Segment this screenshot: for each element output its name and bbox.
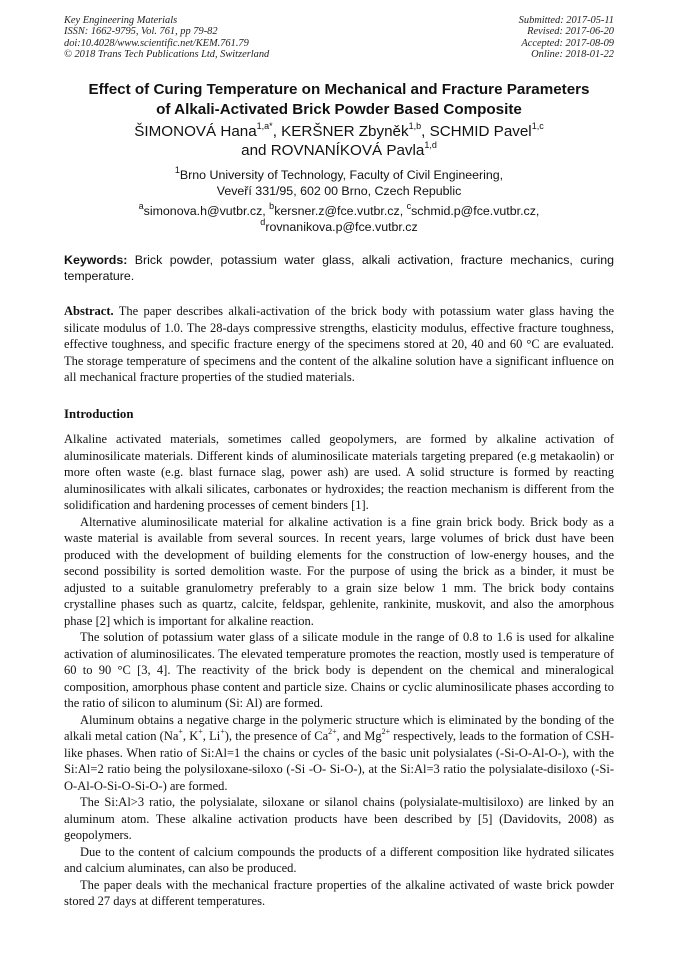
journal-doi: doi:10.4028/www.scientific.net/KEM.761.79	[64, 37, 249, 49]
date-online: Online: 2018-01-22	[531, 49, 614, 61]
author-conjunction: and	[241, 142, 271, 159]
affiliation-line-1: Brno University of Technology, Faculty of Civil Engineering,	[179, 168, 504, 182]
text-run: , Li	[202, 729, 221, 743]
superscript: +	[178, 726, 183, 736]
author-name: SCHMID Pavel	[429, 123, 532, 140]
paragraph: The paper deals with the mechanical fracture properties of the alkaline activated of waste brick powder stored 27 days at different temperatures.	[64, 877, 614, 908]
title-line-1: Effect of Curing Temperature on Mechanical and Fracture Parameters	[88, 81, 590, 98]
paragraph: The Si:Al>3 ratio, the polysialate, siloxane or silanol chains (polysialate-multisiloxo) are linked by an aluminum atom. These alkaline activation products have been described by [5] (Davidovits, 2008) as geopolymers.	[64, 795, 614, 842]
email-link[interactable]: schmid.p@fce.vutbr.cz	[411, 204, 536, 218]
affiliation-sup: 1	[174, 164, 180, 175]
paragraph: Alkaline activated materials, sometimes called geopolymers, are formed by alkaline activation of aluminosilicate materials. Different kinds of aluminosilicate materials targeting prepared (e.g metakaolin) or more often waste (e.g. blast furnace slag, power ash) are used. A solid structure is formed by reacting aluminosilicates with alkali silicates, carbonates or hydroxides; the reaction mechanism is different from the solidification and hardening processes of cement binders [1].	[64, 432, 614, 512]
paragraph	[64, 712, 614, 795]
section-heading-introduction: Introduction	[64, 407, 134, 421]
email-sup: a	[138, 200, 144, 211]
text-run: Aluminum obtains a negative charge in the polymeric structure which is eliminated by the bonding of the alkali metal cation (Na	[64, 712, 614, 743]
keywords	[64, 253, 614, 284]
email-sup: d	[260, 216, 266, 227]
keywords-text: Brick powder, potassium water glass, alkali activation, fracture mechanics, curing temperature.	[64, 253, 614, 283]
journal-copyright: © 2018 Trans Tech Publications Ltd, Switzerland	[64, 49, 270, 61]
author-name: ŠIMONOVÁ Hana	[134, 123, 257, 140]
affiliation-line-2: Veveří 331/95, 602 00 Brno, Czech Republic	[216, 184, 462, 198]
journal-info	[64, 15, 269, 61]
text-run: , K	[182, 729, 199, 743]
paragraph: The solution of potassium water glass of a silicate module in the range of 0.8 to 1.6 is used for alkaline activation of aluminosilicates. The elevated temperature promotes the reaction, mostly used is temperature of 60 to 90 °C [3, 4]. The reactivity of the brick body is dependent on the chemical and mineralogical composition, amorphous phase content and particle size. Chains or cyclic aluminosilicate phases according to the ratio of silicon to aluminum (Si: Al) are formed.	[64, 630, 614, 710]
date-submitted: Submitted: 2017-05-11	[518, 15, 614, 26]
introduction-body	[64, 431, 614, 910]
abstract-text: The paper describes alkali-activation of the brick body with potassium water glass having the silicate modulus of 1.0. The 28-days compressive strengths, elasticity modulus, effective fracture toughness, effective toughness, and specific fracture energy of the specimens stored at 20, 40 and 60 °C are evaluated. The storage temperature of specimens and the content of the alkaline solution have a significant influence on all mechanical fracture properties of the studied materials.	[64, 304, 614, 384]
author-list: ŠIMONOVÁ Hana$^{1,a*}$, KERŠNER Zbyněk$^{1,b}$, SCHMID Pavel$^{1,c}$ and ROVNANÍKOVÁ Pavla$^{1,d}$	[134, 120, 544, 159]
superscript: +	[198, 726, 203, 736]
journal-issn: ISSN: 1662-9795, Vol. 761, pp 79-82	[64, 26, 218, 38]
email-link[interactable]: rovnanikova.p@fce.vutbr.cz	[265, 220, 418, 234]
author-affil-sup: 1,b	[408, 120, 422, 131]
paragraph: Alternative aluminosilicate material for alkaline activation is a fine grain brick body. Brick body as a waste material is available from several sources. In recent years, large volumes of brick dust have been produced with the development of building elements for the construction of low-energy houses, and the second possibility is sorted demolition waste. For the purpose of using the brick as a binder, it must be adjusted to a suitable granulometry preferably to a grain size below 1 mm. The brick body contains crystalline phases such as quartz, calcite, feldspar, gehlenite, rankinite, muskovit, and also the amorphous phase [2] which is important for alkaline reaction.	[64, 514, 614, 628]
date-revised: Revised: 2017-06-20	[527, 26, 614, 38]
author-name: KERŠNER Zbyněk	[281, 123, 409, 140]
superscript: 2+	[328, 726, 337, 736]
author-affil-sup: 1,d	[424, 139, 437, 150]
author-affil-sup: 1,c	[531, 120, 544, 131]
journal-name: Key Engineering Materials	[64, 15, 178, 26]
keywords-label: Keywords:	[64, 253, 128, 267]
email-link[interactable]: kersner.z@fce.vutbr.cz	[274, 204, 400, 218]
affiliation	[40, 164, 638, 199]
abstract	[64, 303, 614, 386]
text-run: ), the presence of Ca	[224, 729, 329, 743]
email-sup: b	[269, 200, 275, 211]
email-sup: c	[406, 200, 412, 211]
title-line-2: of Alkali-Activated Brick Powder Based Composite	[156, 101, 522, 118]
author-emails: $^a$simonova.h@vutbr.cz, $^b$kersner.z@fce.vutbr.cz, $^c$schmid.p@fce.vutbr.cz, $^d$rovnanikova.p@fce.vutbr.cz	[138, 200, 540, 234]
abstract-label: Abstract.	[64, 304, 114, 318]
date-accepted: Accepted: 2017-08-09	[521, 37, 614, 49]
text-run: , and Mg	[336, 729, 382, 743]
author-name: ROVNANÍKOVÁ Pavla	[270, 142, 425, 159]
text-run: respectively, leads to the formation of CSH-like phases. When ratio of Si:Al=1 the chains or cycles of the basic unit polysialates (-Si-O-Al-O-), with the Si:Al=2 ratio being the polysiloxane-siloxo (-Si -O- Si-O-), at the Si:Al=3 ratio the polysialate-disiloxo (-Si-O-Al-O-Si-O-Si-O-) are formed.	[64, 729, 615, 793]
paper-title	[40, 80, 638, 120]
paragraph: Due to the content of calcium compounds the products of a different composition like hydrated silicates and calcium aluminates, can also be produced.	[64, 844, 614, 875]
author-affil-sup: 1,a*	[256, 120, 273, 131]
superscript: 2+	[381, 726, 391, 736]
publication-dates	[519, 15, 614, 61]
email-link[interactable]: simonova.h@vutbr.cz	[143, 204, 263, 218]
superscript: +	[220, 726, 225, 736]
